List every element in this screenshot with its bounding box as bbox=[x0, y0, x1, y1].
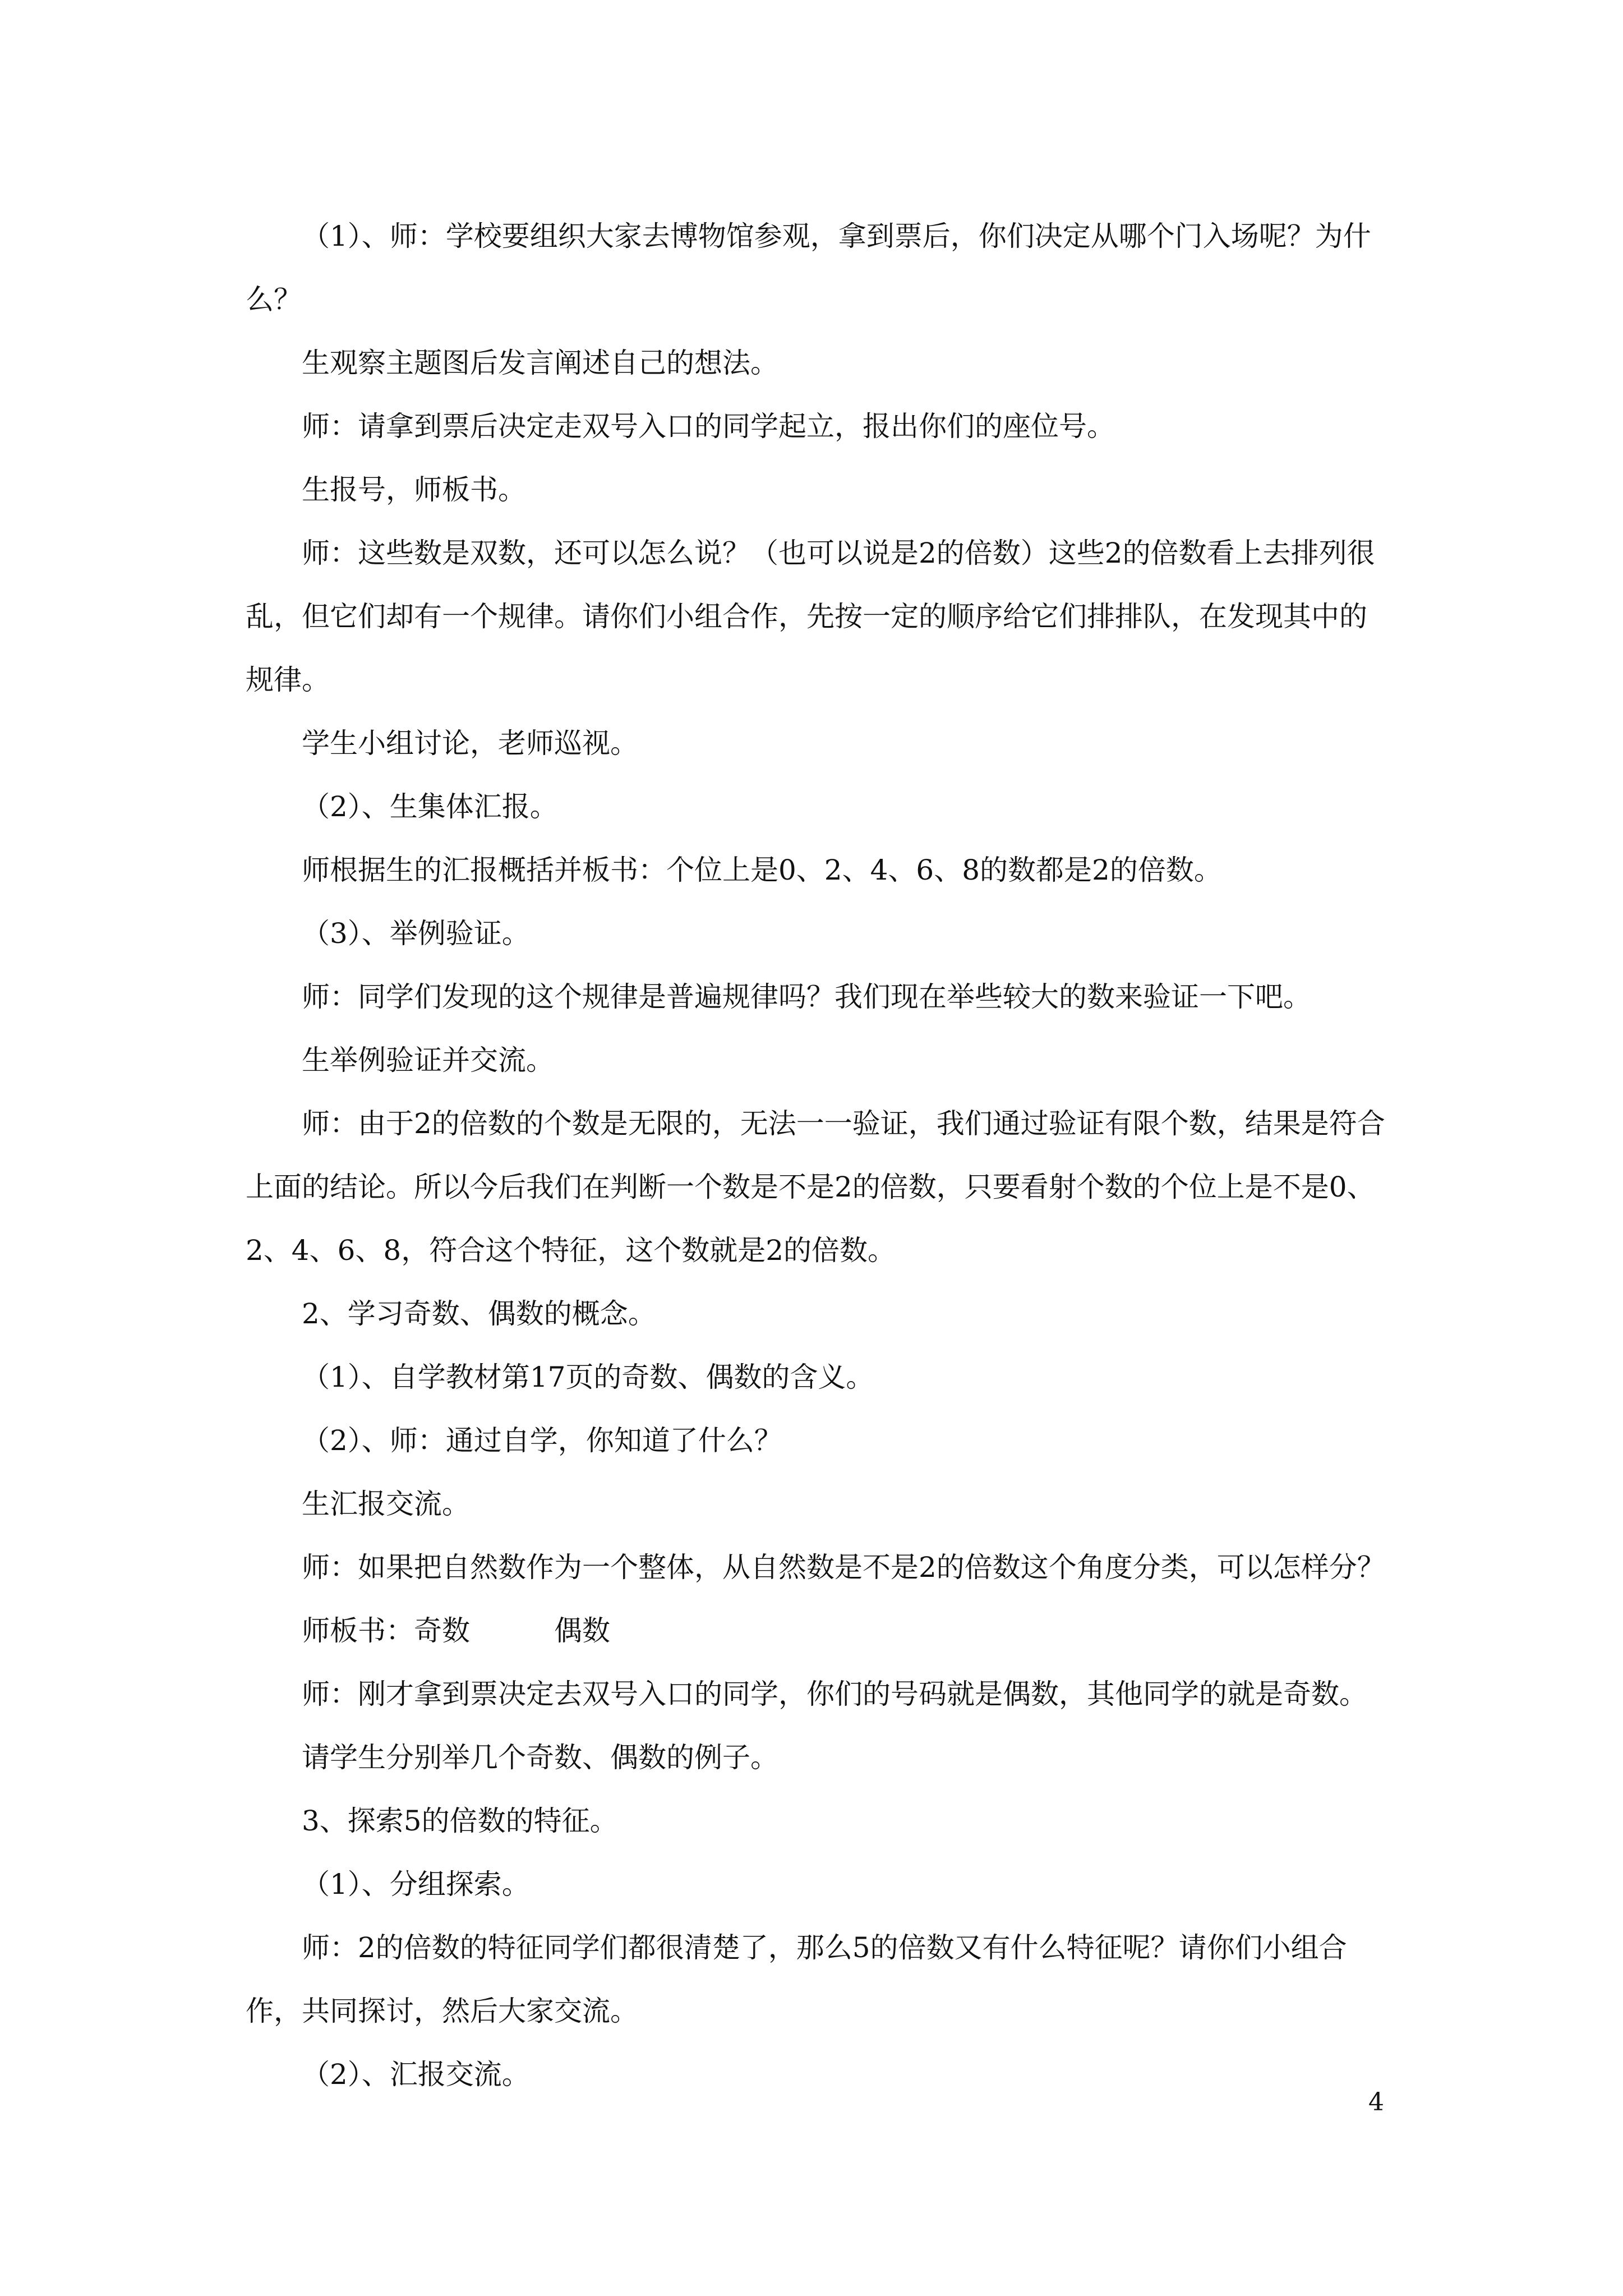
paragraph-2: 生观察主题图后发言阐述自己的想法。 bbox=[302, 347, 778, 379]
paragraph-5: 师：这些数是双数，还可以怎么说？（也可以说是2的倍数）这些2的倍数看上去排列很乱，但它们却有一个规律。请你们小组合作，先按一定的顺序给它们排排队，在发现其中的规律。 bbox=[246, 537, 1375, 696]
paragraph-10: 师：同学们发现的这个规律是普遍规律吗？我们现在举些较大的数来验证一下吧。 bbox=[302, 981, 1311, 1013]
page-number: 4 bbox=[1368, 2088, 1384, 2116]
paragraph-11: 生举例验证并交流。 bbox=[302, 1044, 554, 1076]
board-line bbox=[246, 1599, 1390, 1663]
board-line-suffix: 偶数 bbox=[554, 1614, 610, 1647]
paragraph-18: 师：刚才拿到票决定去双号入口的同学，你们的号码就是偶数，其他同学的就是奇数。 bbox=[302, 1678, 1367, 1710]
paragraph-13: 2、学习奇数、偶数的概念。 bbox=[302, 1297, 656, 1330]
paragraph-1: （1）、师：学校要组织大家去博物馆参观，拿到票后，你们决定从哪个门入场呢？为什么？ bbox=[246, 220, 1371, 316]
paragraph-9: （3）、举例验证。 bbox=[302, 917, 530, 950]
paragraph-6: 学生小组讨论，老师巡视。 bbox=[302, 727, 638, 760]
paragraph-14: （1）、自学教材第17页的奇数、偶数的含义。 bbox=[302, 1361, 874, 1393]
paragraph-12: 师：由于2的倍数的个数是无限的，无法一一验证，我们通过验证有限个数，结果是符合上面的结论。所以今后我们在判断一个数是不是2的倍数，只要看射个数的个位上是不是0、2、4、6、8，符合这个特征，这个数就是2的倍数。 bbox=[246, 1107, 1385, 1267]
paragraph-3: 师：请拿到票后决定走双号入口的同学起立，报出你们的座位号。 bbox=[302, 410, 1115, 443]
paragraph-7: （2）、生集体汇报。 bbox=[302, 790, 558, 823]
paragraph-22: 师：2的倍数的特征同学们都很清楚了，那么5的倍数又有什么特征呢？请你们小组合作，共同探讨，然后大家交流。 bbox=[246, 1931, 1347, 2027]
paragraph-21: （1）、分组探索。 bbox=[302, 1868, 530, 1901]
board-line-prefix: 师板书：奇数 bbox=[302, 1614, 470, 1647]
paragraph-16: 生汇报交流。 bbox=[302, 1488, 470, 1520]
paragraph-20: 3、探索5的倍数的特征。 bbox=[302, 1805, 618, 1837]
document-body bbox=[246, 205, 1390, 2106]
paragraph-23: （2）、汇报交流。 bbox=[302, 2058, 530, 2091]
paragraph-17: 师：如果把自然数作为一个整体，从自然数是不是2的倍数这个角度分类，可以怎样分？ bbox=[302, 1551, 1385, 1584]
paragraph-4: 生报号，师板书。 bbox=[302, 473, 526, 506]
paragraph-8: 师根据生的汇报概括并板书：个位上是0、2、4、6、8的数都是2的倍数。 bbox=[302, 854, 1222, 886]
paragraph-15: （2）、师：通过自学，你知道了什么？ bbox=[302, 1424, 782, 1457]
paragraph-19: 请学生分别举几个奇数、偶数的例子。 bbox=[302, 1741, 778, 1774]
